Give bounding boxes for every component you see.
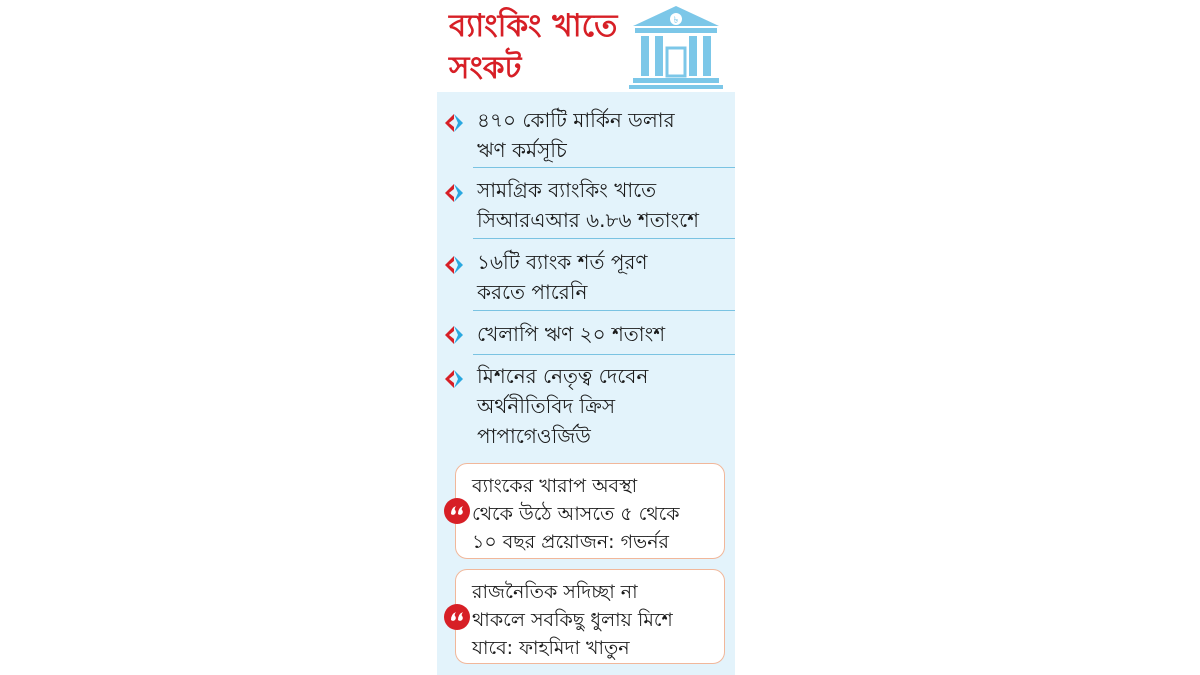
quote-text: ১০ বছর প্রয়োজন: গভর্নর <box>472 531 670 553</box>
bullet-marker-icon <box>441 252 467 278</box>
quote-text: ব্যাংকের খারাপ অবস্থা <box>472 475 638 497</box>
infographic-panel <box>437 0 735 675</box>
svg-text:৳: ৳ <box>673 16 679 26</box>
bullet-text: খেলাপি ঋণ ২০ শতাংশ <box>477 322 666 346</box>
title-line-2: সংকট <box>449 50 522 86</box>
divider <box>473 354 735 355</box>
divider <box>473 310 735 311</box>
divider <box>473 238 735 239</box>
bullet-marker-icon <box>441 366 467 392</box>
quote-text: যাবে: ফাহমিদা খাতুন <box>472 637 630 659</box>
bullet-text: পাপাগেওর্জিউ <box>477 424 591 448</box>
quote-text: থেকে উঠে আসতে ৫ থেকে <box>472 503 680 525</box>
quote-text: রাজনৈতিক সদিচ্ছা না <box>472 581 638 603</box>
quote-mark-icon <box>443 497 471 525</box>
bullet-marker-icon <box>441 180 467 206</box>
quote-box <box>455 569 725 664</box>
bullet-text: ১৬টি ব্যাংক শর্ত পূরণ <box>477 250 648 274</box>
divider <box>473 167 735 168</box>
bullet-marker-icon <box>441 110 467 136</box>
quote-text: থাকলে সবকিছু ধুলায় মিশে <box>472 609 673 631</box>
bullet-text: ঋণ কর্মসূচি <box>477 138 567 162</box>
header <box>437 0 735 92</box>
bullet-text: করতে পারেনি <box>477 280 588 304</box>
bullet-text: সিআরএআর ৬.৮৬ শতাংশে <box>477 208 699 232</box>
bullet-text: মিশনের নেতৃত্ব দেবেন <box>477 364 649 388</box>
title-line-1: ব্যাংকিং খাতে <box>449 8 618 44</box>
bullet-text: সামগ্রিক ব্যাংকিং খাতে <box>477 178 657 202</box>
quote-mark-icon <box>443 603 471 631</box>
bank-building-icon <box>629 4 723 90</box>
bullet-text: ৪৭০ কোটি মার্কিন ডলার <box>477 108 675 132</box>
quote-box <box>455 463 725 559</box>
bullet-text: অর্থনীতিবিদ ক্রিস <box>477 394 616 418</box>
bullet-marker-icon <box>441 322 467 348</box>
